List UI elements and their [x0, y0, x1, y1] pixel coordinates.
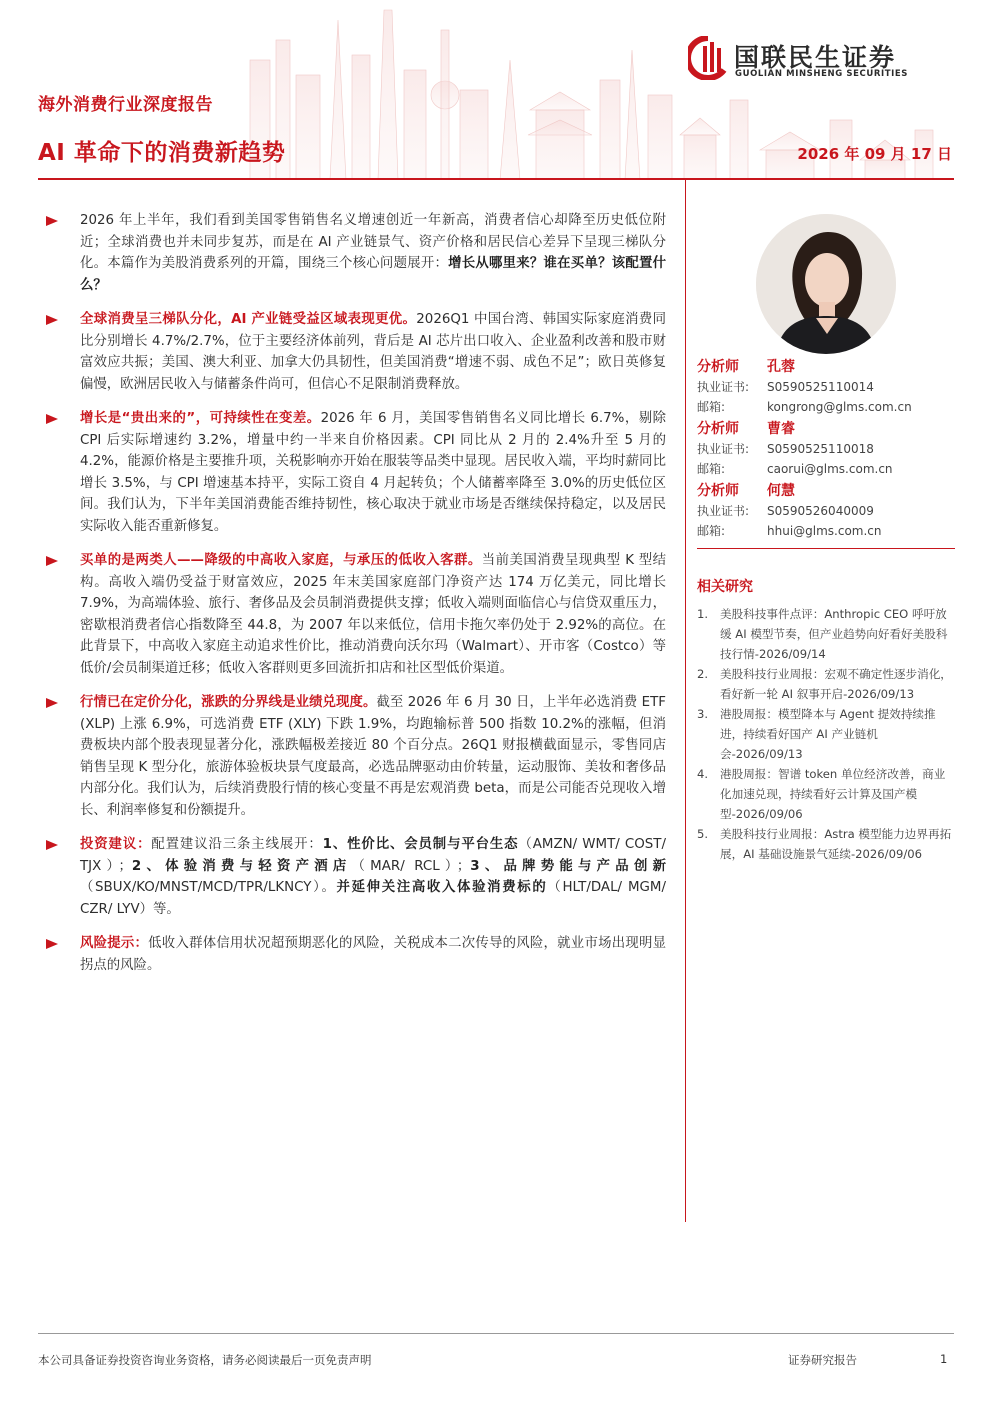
- item-number: 3.: [697, 707, 709, 721]
- investment-theme-3: 3、品牌势能与产品创新: [470, 858, 666, 874]
- cert-label: 执业证书:: [697, 504, 750, 518]
- analyst-list: [697, 356, 955, 549]
- investment-theme-2: 2、体验消费与轻资产酒店: [131, 858, 352, 874]
- paragraph-lead: 投资建议：: [80, 837, 152, 852]
- analyst-photo: [756, 214, 896, 354]
- summary-paragraph-intro: [44, 210, 666, 296]
- item-text: 美股科技事件点评：Anthropic CEO 呼吁放缓 AI 模型节奏，但产业趋势向好看好美股科技行情-2026/09/14: [720, 607, 948, 661]
- analyst-name: 曹睿: [767, 421, 795, 437]
- item-text: 美股科技行业周报：宏观不确定性逐步消化，看好新一轮 AI 叙事开启-2026/09/13: [720, 667, 952, 701]
- cert-label: 执业证书:: [697, 380, 750, 394]
- related-research-item[interactable]: [697, 704, 955, 764]
- analyst-divider: [697, 548, 955, 549]
- paragraph-text: 当前美国消费呈现典型 K 型结构。高收入端仍受益于财富效应，2025 年末美国家庭部门净资产达 174 万亿美元，同比增长 7.9%，为高端体验、旅行、奢侈品及会员制消费提供支撑；低收入端则面临信心与信贷双重压力，密歇根消费者信心指数降至 44.8，为 2007 年以来低位，信用卡拖欠率仍处于 2.92%的高位。在此背景下，中高收入家庭主动追求性价比，推动消费向沃尔玛（Walmart）、开市客（Costco）等低价/会员制渠道迁移；低收入客群则更多回流折扣店和社区型低价渠道。: [80, 553, 667, 676]
- paragraph-text: 配置建议沿三条主线展开：: [151, 837, 323, 852]
- paragraph-lead: 买单的是两类人——降级的中高收入家庭，与承压的低收入客群。: [80, 553, 482, 568]
- report-date: 2026 年 09 月 17 日: [797, 145, 952, 163]
- header-divider: [38, 178, 954, 180]
- paragraph-text: 2026 年上半年，我们看到美国零售销售名义增速创近一年新高，消费者信心却降至历史低位附近；全球消费也并未同步复苏，而是在 AI 产业链景气、资产价格和居民信心差异下呈现三梯队分化。本篇作为美股消费系列的开篇，围绕三个核心问题展开：: [80, 213, 666, 271]
- analyst-email[interactable]: hhui@glms.com.cn: [767, 524, 882, 538]
- email-label: 邮箱:: [697, 400, 726, 414]
- cert-label: 执业证书:: [697, 442, 750, 456]
- paragraph-text: 截至 2026 年 6 月 30 日，上半年必选消费 ETF (XLP) 上涨 6.9%，可选消费 ETF (XLY) 下跌 1.9%，均跑输标普 500 指数 10.2%的涨幅，但消费板块内部个股表现显著分化，涨跌幅极差接近 80 个百分点。26Q1 财报横截面显示，零售同店销售呈现 K 型分化，旅游体验板块景气度最高，必选品牌驱动由价转量，运动服饰、美妆和奢侈品内部分化。我们认为，后续消费股行情的核心变量不再是宏观消费 beta，而是公司能否兑现收入增长、利润率修复和份额提升。: [80, 695, 666, 818]
- paragraph-key-questions: 增长从哪里来？谁在买单？该配置什么？: [80, 256, 667, 293]
- arrow-bullet-icon: [46, 840, 58, 850]
- analyst-role: 分析师: [697, 359, 739, 375]
- arrow-bullet-icon: [46, 414, 58, 424]
- related-research: [697, 576, 955, 864]
- paragraph-text: （MAR/ RCL）；: [351, 858, 471, 874]
- footer-divider: [38, 1333, 954, 1334]
- analyst-role: 分析师: [697, 483, 739, 499]
- summary-paragraph-global: [44, 309, 666, 395]
- item-number: 1.: [697, 607, 709, 621]
- related-research-item[interactable]: [697, 604, 955, 664]
- paragraph-text: 低收入群体信用状况超预期恶化的风险，关税成本二次传导的风险，就业市场出现明显拐点的风险。: [80, 936, 667, 973]
- paragraph-lead: 增长是“贵出来的”，可持续性在变差。: [80, 411, 321, 426]
- report-header: [0, 0, 992, 180]
- item-number: 5.: [697, 827, 709, 841]
- item-text: 港股周报：智谱 token 单位经济改善，商业化加速兑现，持续看好云计算及国产模型-2026/09/06: [720, 767, 946, 821]
- logo-chinese-name: 国联民生证券: [734, 43, 897, 72]
- email-label: 邮箱:: [697, 462, 726, 476]
- analyst-card: [697, 480, 955, 542]
- page-number: 1: [940, 1352, 948, 1366]
- arrow-bullet-icon: [46, 939, 58, 949]
- summary-paragraph-buyers: [44, 550, 666, 679]
- footer-doc-type: 证券研究报告: [788, 1353, 857, 1367]
- paragraph-lead: 全球消费呈三梯队分化，AI 产业链受益区域表现更优。: [80, 312, 417, 327]
- paragraph-lead: 风险提示：: [80, 936, 149, 951]
- company-logo: [688, 36, 958, 86]
- analyst-email[interactable]: kongrong@glms.com.cn: [767, 400, 912, 414]
- footer-disclaimer: 本公司具备证券投资咨询业务资格，请务必阅读最后一页免责声明: [38, 1353, 372, 1367]
- analyst-card: [697, 356, 955, 418]
- analyst-name: 孔蓉: [767, 359, 795, 375]
- item-number: 2.: [697, 667, 709, 681]
- email-label: 邮箱:: [697, 524, 726, 538]
- summary-paragraph-risk: [44, 933, 666, 976]
- analyst-email[interactable]: caorui@glms.com.cn: [767, 462, 893, 476]
- related-research-item[interactable]: [697, 764, 955, 824]
- paragraph-text: （AMZN/ WMT/ COST/ TJX）；: [80, 837, 666, 874]
- summary-paragraph-growth: [44, 408, 666, 537]
- related-research-item[interactable]: [697, 664, 955, 704]
- item-text: 美股科技行业周报：Astra 模型能力边界再拓展，AI 基础设施景气延续-2026/09/06: [720, 827, 952, 861]
- analyst-portrait-icon: [756, 214, 896, 354]
- item-number: 4.: [697, 767, 709, 781]
- arrow-bullet-icon: [46, 315, 58, 325]
- paragraph-text: 2026Q1 中国台湾、韩国实际家庭消费同比分别增长 4.7%/2.7%，位于主要经济体前列，背后是 AI 芯片出口收入、企业盈利改善和股市财富效应共振；美国、澳大利亚、加拿大仍具韧性，但美国消费“增速不弱、成色不足”；欧日英修复偏慢，欧洲居民收入与储蓄条件尚可，但信心不足限制消费释放。: [80, 312, 666, 392]
- summary-section: [44, 210, 666, 989]
- arrow-bullet-icon: [46, 698, 58, 708]
- arrow-bullet-icon: [46, 216, 58, 226]
- investment-theme-1: 1、性价比、会员制与平台生态: [322, 837, 519, 852]
- investment-theme-extended: 并延伸关注高收入体验消费标的: [336, 880, 548, 895]
- arrow-bullet-icon: [46, 556, 58, 566]
- analyst-role: 分析师: [697, 421, 739, 437]
- item-text: 港股周报：模型降本与 Agent 提效持续推进，持续看好国产 AI 产业链机会-2026/09/13: [720, 707, 936, 761]
- paragraph-lead: 行情已在定价分化，涨跌的分界线是业绩兑现度。: [80, 695, 377, 710]
- cert-number: S0590525110018: [767, 442, 874, 456]
- report-type: 海外消费行业深度报告: [38, 95, 213, 115]
- paragraph-text: （SBUX/KO/MNST/MCD/TPR/LKNCY）。: [80, 880, 337, 895]
- report-title: AI 革命下的消费新趋势: [38, 140, 286, 166]
- logo-english-name: GUOLIAN MINSHENG SECURITIES: [735, 69, 909, 79]
- summary-paragraph-investment: [44, 834, 666, 920]
- analyst-name: 何慧: [767, 483, 795, 499]
- related-research-title: 相关研究: [697, 579, 753, 595]
- column-divider: [685, 180, 686, 1222]
- paragraph-text: 2026 年 6 月，美国零售销售名义同比增长 6.7%，剔除 CPI 后实际增速约 3.2%，增量中约一半来自价格因素。CPI 同比从 2 月的 2.4%升至 5 月的 4.2%，能源价格是主要推升项，关税影响亦开始在服装等品类中显现。居民收入端，平均时薪同比增长 3.5%，与 CPI 增速基本持平，实际工资自 4 月起转负；个人储蓄率降至 3.0%的历史低位区间。我们认为，下半年美国消费能否维持韧性，核心取决于就业市场是否继续保持稳定，以及居民实际收入能否重新修复。: [80, 411, 666, 534]
- cert-number: S0590526040009: [767, 504, 874, 518]
- summary-paragraph-market: [44, 692, 666, 821]
- logo-mark-icon: [688, 36, 728, 80]
- related-research-item[interactable]: [697, 824, 955, 864]
- cert-number: S0590525110014: [767, 380, 874, 394]
- paragraph-text: （HLT/DAL/ MGM/ CZR/ LYV）等。: [80, 880, 666, 917]
- analyst-card: [697, 418, 955, 480]
